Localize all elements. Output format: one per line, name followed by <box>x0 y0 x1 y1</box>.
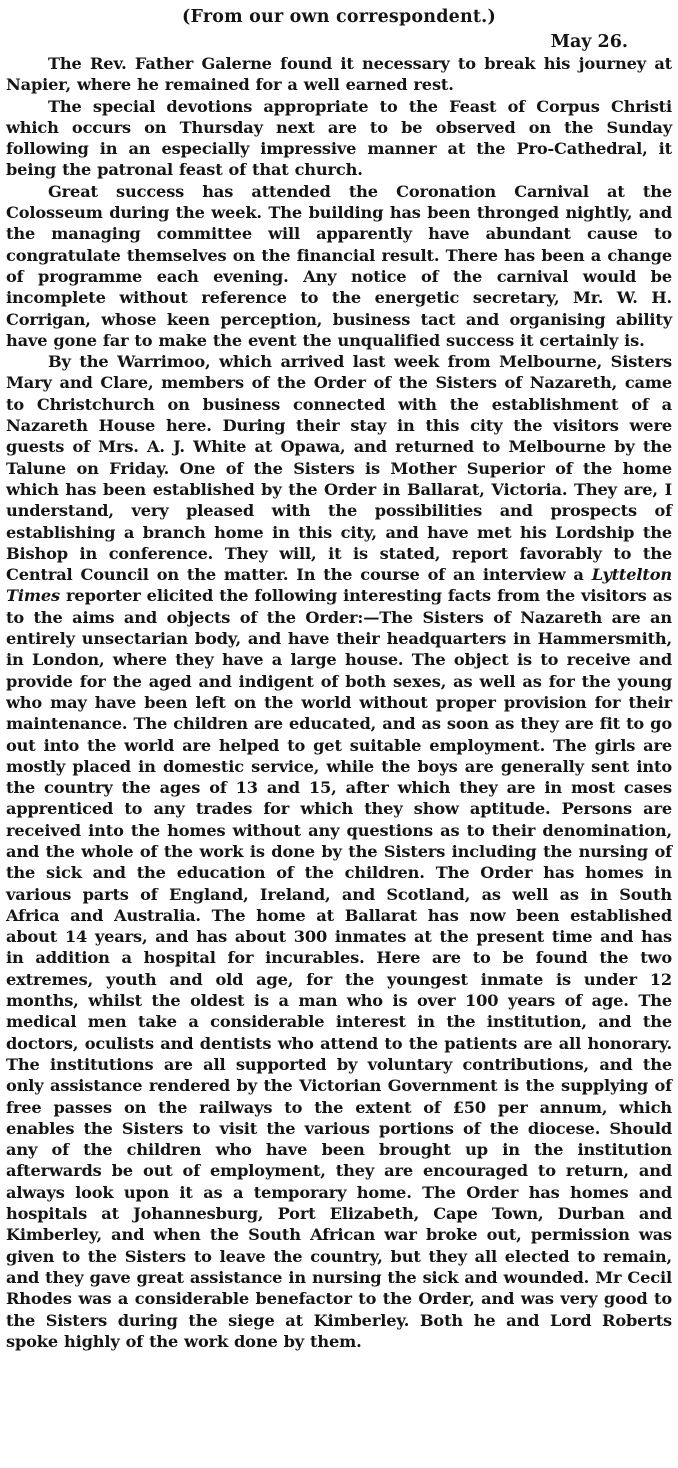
dateline: May 26. <box>550 32 628 52</box>
paragraph-corpus-christi: The special devotions appropriate to the Feast of Corpus Christi which occurs on Thursday next are to be observed on the Sunday following in an especially impressive manner at the Pro-Cathedral, it being the patronal feast of that church. <box>6 96 672 180</box>
paragraph-text-part: reporter elicited the following interesting facts from the visitors as to the aims and objects of the Order:—The Sisters of Nazareth are an entirely unsectarian body, and have their headquarters in Hammersmith, in London, where they have a large house. The object is to receive and provide for the aged and indigent of both sexes, as well as for the young who may have been left on the world without proper provision for their maintenance. The children are educated, and as soon as they are fit to go out into the world are helped to get suitable employment. The girls are mostly placed in domestic service, while the boys are generally sent into the country the ages of 13 and 15, after which they are in most cases apprenticed to any trades for which they show aptitude. Persons are received into the homes without any questions as to their denomination, and the whole of the work is done by the Sisters including the nursing of the sick and the education of the children. The Order has homes in various parts of England, Ireland, and Scotland, as well as in South Africa and Australia. The home at Ballarat has now been established about 14 years, and has about 300 inmates at the present time and has in addition a hospital for incurables. Here are to be found the two extremes, youth and old age, for the youngest inmate is under 12 months, whilst the oldest is a man who is over 100 years of age. The medical men take a considerable interest in the institution, and the doctors, oculists and dentists who attend to the patients are all honorary. The institutions are all supported by voluntary contributions, and the only assistance rendered by the Victorian Government is the supplying of free passes on the railways to the extent of £50 per annum, which enables the Sisters to visit the various portions of the diocese. Should any of the children who have been brought up in the institution afterwards be out of employment, they are encouraged to return, and always look upon it as a temporary home. The Order has homes and hospitals at Johannesburg, Port Elizabeth, Cape Town, Durban and Kimberley, and when the South African war broke out, permission was given to the Sisters to leave the country, but they all elected to remain, and they gave great assistance in nursing the sick and wounded. Mr Cecil Rhodes was a considerable benefactor to the Order, and was very good to the Sisters during the siege at Kimberley. Both he and Lord Roberts spoke highly of the work done by them. <box>6 586 672 1351</box>
paragraph-text-part: By the Warrimoo, which arrived last week from Melbourne, Sisters Mary and Clare, members of the Order of the Sisters of Nazareth, came to Christchurch on business connected with the establishment of a Nazareth House here. During their stay in this city the visitors were guests of Mrs. A. J. White at Opawa, and returned to Melbourne by the Talune on Friday. One of the Sisters is Mother Superior of the home which has been established by the Order in Ballarat, Victoria. They are, I understand, very pleased with the possibilities and prospects of establishing a branch home in this city, and have met his Lordship the Bishop in conference. They will, it is stated, report favorably to the Central Council on the matter. In the course of an interview a <box>6 352 672 585</box>
article-body <box>6 53 672 1352</box>
paragraph-coronation-carnival: Great success has attended the Coronation Carnival at the Colosseum during the week. The building has been thronged nightly, and the managing committee will apparently have abundant cause to congratulate themselves on the financial result. There has been a change of programme each evening. Any notice of the carnival would be incomplete without reference to the energetic secretary, Mr. W. H. Corrigan, whose keen perception, business tact and organising ability have gone far to make the event the unqualified success it certainly is. <box>6 181 672 350</box>
correspondent-heading: (From our own correspondent.) <box>182 7 496 27</box>
newspaper-title: Lyttelton Times <box>6 565 672 606</box>
paragraph-sisters-of-nazareth <box>6 351 672 1352</box>
paragraph-father-galerne: The Rev. Father Galerne found it necessary to break his journey at Napier, where he remained for a well earned rest. <box>6 54 672 95</box>
